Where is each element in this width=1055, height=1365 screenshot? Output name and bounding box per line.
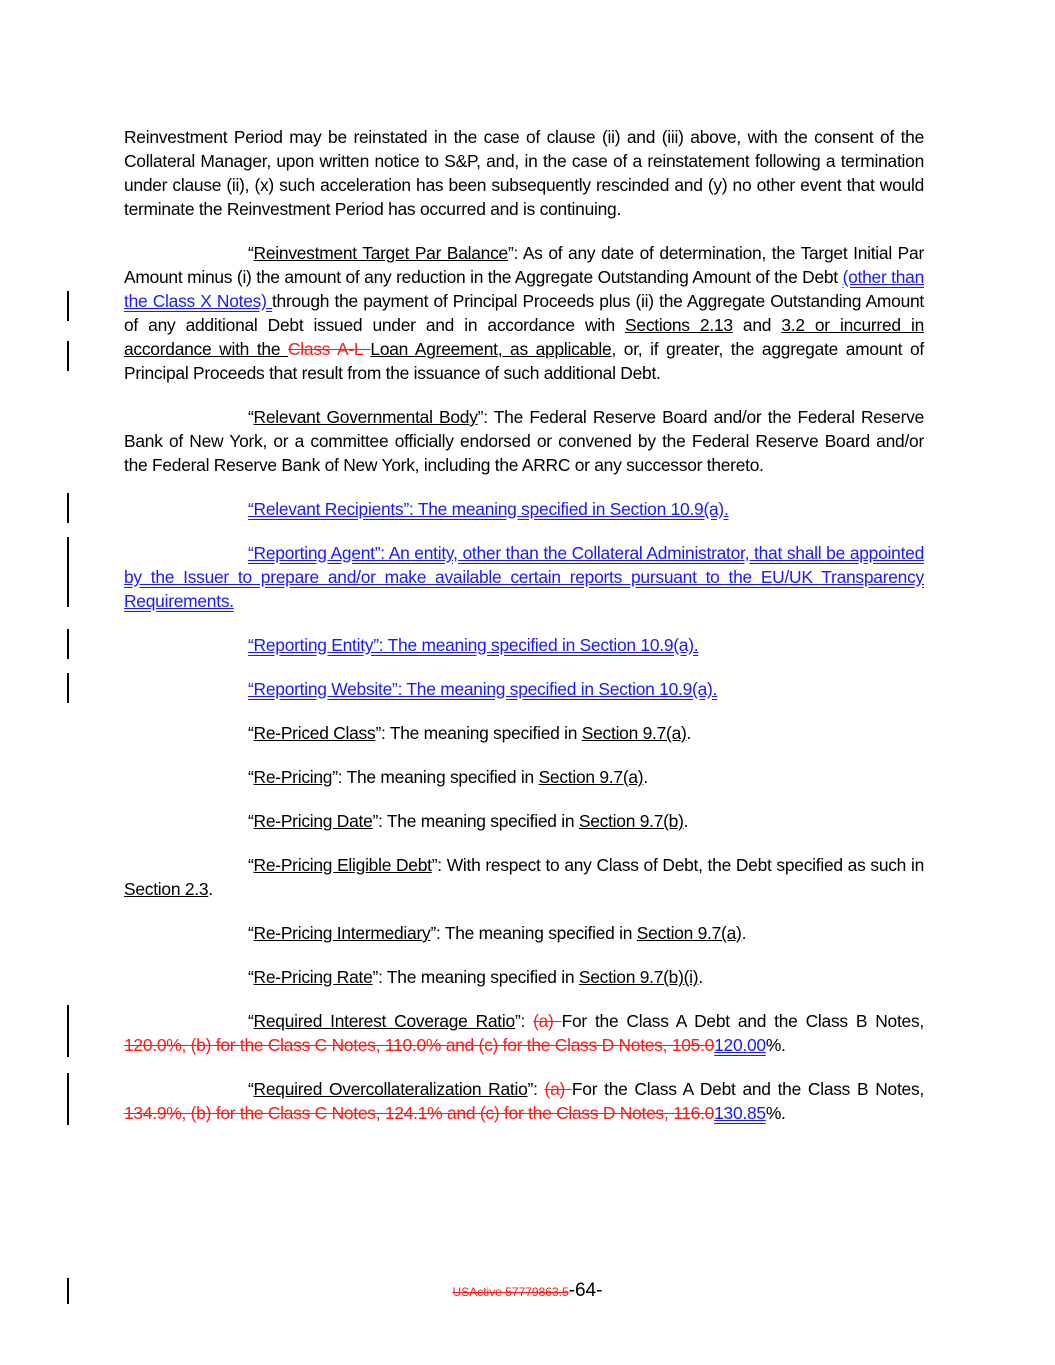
paragraph-reinvestment-period-cont [124,125,924,221]
defined-term: Re-Pricing Rate [253,967,373,987]
deleted-text: 134.9%, (b) for the Class C Notes, 124.1% and (c) for the Class D Notes, 116.0 [124,1103,715,1123]
defined-term: Re-Pricing Intermediary [253,923,431,943]
definition-reporting-entity [124,633,924,657]
inserted-text: 120.00 [714,1035,766,1055]
definition-re-priced-class [124,721,924,745]
section-reference: Section 9.7(b)(i) [578,967,699,987]
text: “ [248,967,254,987]
text: For the Class A Debt and the Class B Notes, [561,1011,924,1031]
definition-re-pricing [124,765,924,789]
deleted-text: Class A-L [287,339,371,359]
section-reference: Section 9.7(b) [578,811,684,831]
defined-term: Required Overcollateralization Ratio [253,1079,528,1099]
change-bar [67,493,69,523]
text: “ [248,855,254,875]
defined-term: Re-Priced Class [253,723,376,743]
section-reference: Sections 2.13 [625,315,733,335]
change-bar [67,341,69,371]
definition-re-pricing-eligible-debt [124,853,924,901]
definition-re-pricing-rate [124,965,924,989]
text: “ [248,1011,254,1031]
text: . [741,923,747,943]
defined-term: Re-Pricing Date [253,811,373,831]
inserted-text: “Relevant Recipients”: The meaning specified in Section 10.9(a). [248,499,729,519]
change-bar [67,537,69,607]
definition-reinvestment-target-par-balance [124,241,924,385]
inserted-text: “Reporting Website”: The meaning specified in Section 10.9(a). [248,679,718,699]
defined-term: Required Interest Coverage Ratio [253,1011,515,1031]
underlined-text: Loan Agreement, as applicable [370,339,612,359]
page-footer [0,1280,1055,1302]
text: ”: The meaning specified in [372,811,579,831]
definition-required-overcollateralization-ratio [124,1077,924,1125]
section-reference: Section 9.7(a) [636,923,742,943]
section-reference: Section 9.7(a) [538,767,644,787]
text: . [683,811,689,831]
text: ”: The meaning specified in [430,923,637,943]
text: ”: [527,1079,545,1099]
definition-reporting-website [124,677,924,701]
definition-relevant-recipients [124,497,924,521]
text: %. [765,1103,786,1123]
change-bar [67,1005,69,1057]
text: . [698,967,703,987]
inserted-text: (other than the Class X Notes) [124,267,925,311]
change-bar [67,291,69,321]
defined-term: Relevant Governmental Body [253,407,478,427]
text: “ [248,407,254,427]
text: ”: The meaning specified in [375,723,582,743]
text: “ [248,723,254,743]
section-reference: Section 2.3 [124,879,209,899]
text: %. [765,1035,786,1055]
inserted-text: 130.85 [714,1103,766,1123]
text: . [643,767,648,787]
definition-relevant-governmental-body [124,405,924,477]
text: ”: The Federal Reserve Board and/or the Federal Reserve Bank of New York, or a committee officially endorsed or convened by the Federal Reserve Board and/or the Federal Reserve Bank of New York, including the ARRC or any successor thereto. [124,407,924,475]
deleted-text: 120.0%, (b) for the Class C Notes, 110.0% and (c) for the Class D Notes, 105.0 [124,1035,715,1055]
document-id: USActive 57779863.5 [452,1285,569,1299]
deleted-text: (a) [544,1079,572,1099]
text: ”: The meaning specified in [332,767,539,787]
inserted-text: “Reporting Agent”: An entity, other than the Collateral Administrator, that shall be appointed by the Issuer to prepare and/or make available certain reports pursuant to the EU/UK Transparency Requirements. [124,543,924,611]
text: “ [248,243,254,263]
text: and [732,315,782,335]
change-bar [67,629,69,659]
change-bar [67,1073,69,1125]
text: ”: With respect to any Class of Debt, the Debt specified as such in [431,855,924,875]
deleted-text: (a) [533,1011,562,1031]
text: “ [248,767,254,787]
definition-re-pricing-date [124,809,924,833]
text: ”: The meaning specified in [372,967,579,987]
text: For the Class A Debt and the Class B Notes, [571,1079,924,1099]
text: Reinvestment Period may be reinstated in the case of clause (ii) and (iii) above, with the consent of the Collateral Manager, upon written notice to S&P, and, in the case of a reinstatement following a termination under clause (ii), (x) such acceleration has been subsequently rescinded and (y) no other event that would terminate the Reinvestment Period has occurred and is continuing. [124,127,924,219]
definition-required-interest-coverage-ratio [124,1009,924,1057]
definition-reporting-agent [124,541,924,613]
text: , or, if greater, the aggregate amount of Principal Proceeds that result from the issuance of such additional Debt. [124,339,925,383]
text: “ [248,811,254,831]
text: “ [248,923,254,943]
text: through the payment of Principal Proceeds plus (ii) the Aggregate Outstanding Amount of any additional Debt issued under and in accordance with [124,291,924,335]
change-bar [67,673,69,703]
section-reference: 3.2 or incurred in accordance with the [124,315,924,359]
inserted-text: “Reporting Entity”: The meaning specified in Section 10.9(a). [248,635,699,655]
defined-term: Re-Pricing Eligible Debt [253,855,432,875]
text: ”: [514,1011,534,1031]
section-reference: Section 9.7(a) [581,723,687,743]
defined-term: Re-Pricing [253,767,333,787]
text: “ [248,1079,254,1099]
defined-term: Reinvestment Target Par Balance [253,243,508,263]
text: . [208,879,213,899]
text: ”: As of any date of determination, the Target Initial Par Amount minus (i) the amount of any reduction in the Aggregate Outstanding Amount of the Debt [124,243,924,287]
definition-re-pricing-intermediary [124,921,924,945]
text: . [686,723,692,743]
page-number: -64- [568,1280,603,1301]
document-body [124,125,924,1145]
